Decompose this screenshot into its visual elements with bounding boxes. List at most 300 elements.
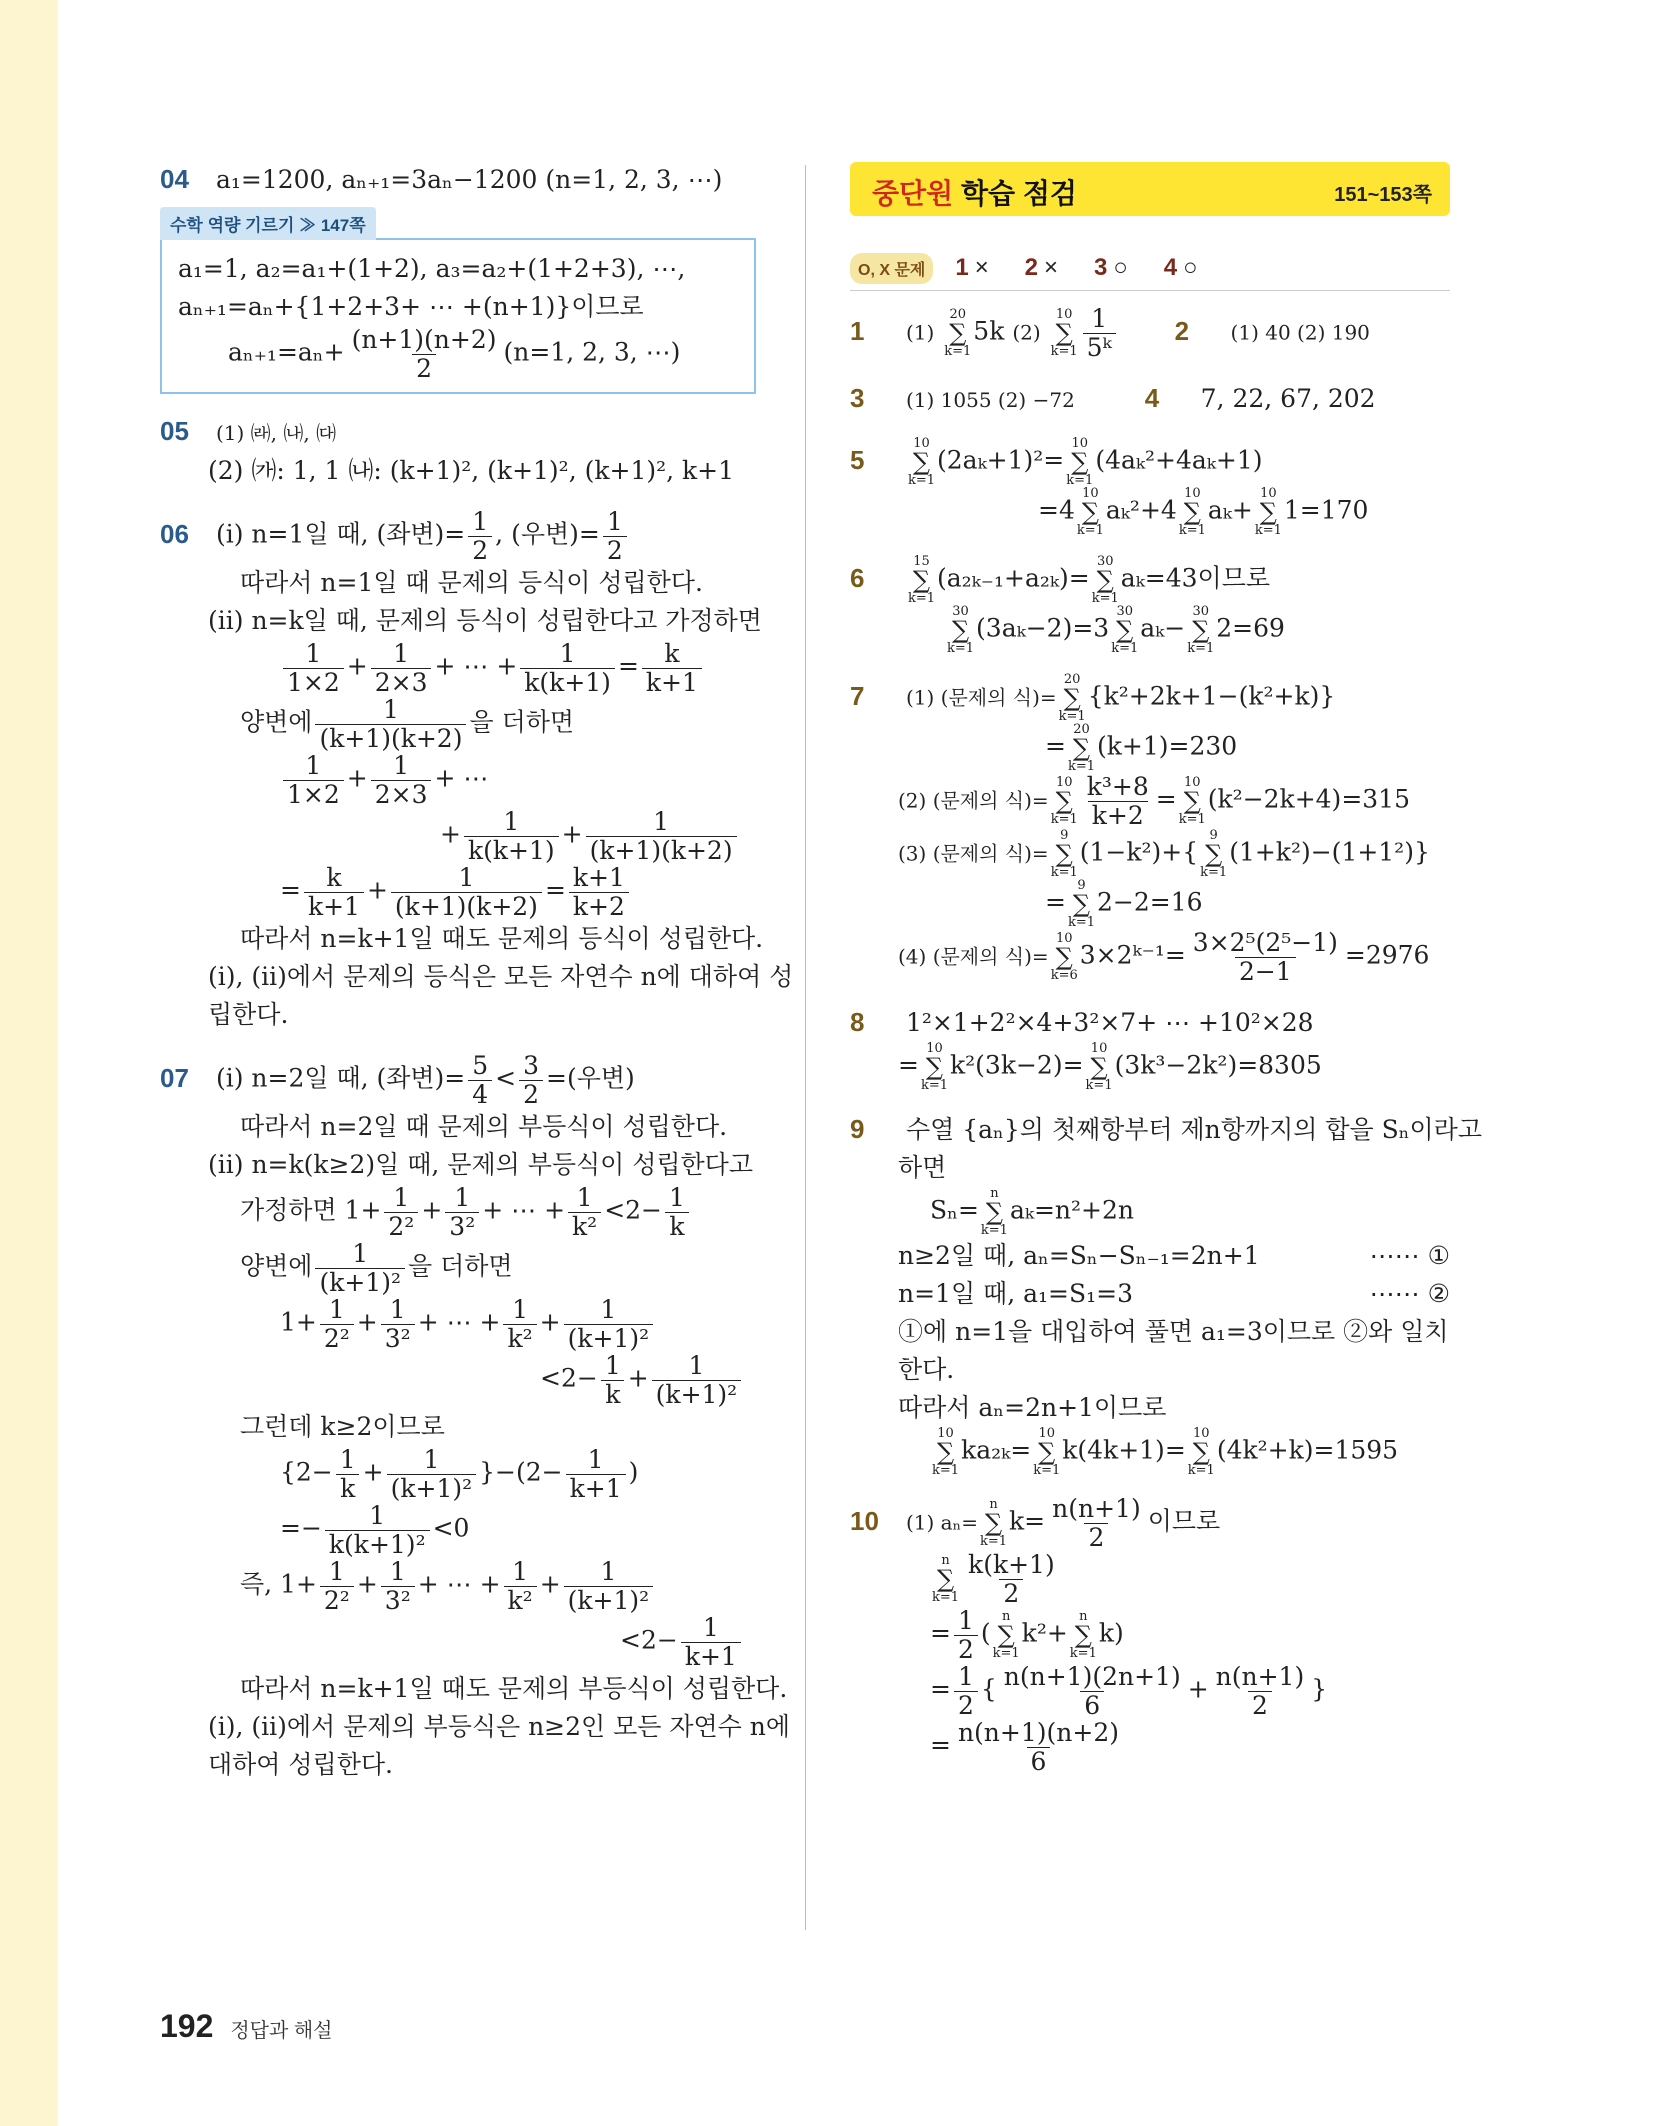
numerator: 1: [957, 1662, 974, 1691]
denominator: 2: [468, 536, 492, 565]
sigma-symbol: ∑: [1055, 943, 1073, 971]
sigma: [908, 437, 935, 487]
question-9: [850, 1110, 1482, 1149]
denominator: 6: [1080, 1691, 1104, 1720]
banner-title-text: 학습 점검: [960, 178, 1077, 209]
sigma: [1187, 605, 1214, 655]
fraction: [519, 1052, 543, 1108]
upper-limit: 10: [1193, 1426, 1210, 1441]
lower-limit: k=1: [992, 1646, 1020, 1661]
numerator: 3: [523, 1051, 540, 1080]
math-line: [160, 1240, 760, 1296]
text: + ⋯ +: [434, 651, 518, 681]
upper-limit: n: [989, 1497, 998, 1512]
sigma-symbol: ∑: [1090, 1053, 1108, 1081]
text: =−: [280, 1513, 322, 1543]
denominator: k: [601, 1380, 624, 1409]
text: 5k: [973, 316, 1005, 346]
fraction: [315, 696, 466, 752]
text: (a₂ₖ₋₁+a₂ₖ)=: [937, 563, 1090, 593]
right-column: [850, 304, 1482, 1776]
math-line: [850, 879, 1450, 929]
denominator: (k+1)(k+2): [391, 892, 542, 921]
denominator: 3²: [445, 1212, 479, 1241]
upper-limit: 15: [913, 554, 930, 569]
sigma: [1066, 437, 1093, 487]
text: =: [1155, 784, 1177, 814]
numerator: 1: [369, 1501, 386, 1530]
text: + ⋯ +: [417, 1307, 501, 1337]
fraction: [325, 1502, 430, 1558]
text: =: [280, 875, 301, 905]
text: =: [930, 1730, 951, 1760]
fraction: [468, 508, 492, 564]
margin-strip: [0, 0, 58, 2126]
text: {k²+2k+1−(k²+k)}: [1087, 681, 1336, 711]
denominator: 4: [468, 1080, 492, 1109]
math-line: $\frac{1}{1\times 2}$ + $\frac{1}{2\times 3}$ + ⋯: [160, 752, 760, 808]
lower-limit: k=1: [1067, 759, 1095, 774]
question-number: 9: [850, 1114, 865, 1144]
text: 3×2ᵏ⁻¹=: [1079, 940, 1186, 970]
ox-answer: ○: [1113, 254, 1128, 281]
denominator: k²: [503, 1324, 536, 1353]
text: 1+: [280, 1307, 317, 1337]
sigma-symbol: ∑: [1192, 1438, 1210, 1466]
numerator: 1: [305, 639, 322, 668]
left-column: [160, 160, 794, 1784]
lower-limit: k=1: [1178, 523, 1206, 538]
lower-limit: k=1: [907, 473, 935, 488]
numerator: 1: [423, 1445, 440, 1474]
sigma-symbol: ∑: [1259, 498, 1277, 526]
text-line: 대하여 성립한다.: [208, 1750, 393, 1779]
sigma-symbol: ∑: [997, 1621, 1015, 1649]
sigma: [1068, 879, 1095, 929]
answer-line: (2) ㈎: 1, 1 ㈏: (k+1)², (k+1)², (k+1)², k+1: [208, 456, 735, 485]
fraction: [1189, 929, 1342, 985]
sigma-symbol: ∑: [984, 1509, 1003, 1537]
ox-badge: O, X 문제: [850, 253, 933, 284]
text: <2−: [540, 1363, 598, 1393]
denominator: k+1: [304, 892, 364, 921]
text: 2=69: [1216, 613, 1285, 643]
numerator: 1: [576, 1183, 593, 1212]
sigma-symbol: ∑: [1074, 1621, 1092, 1649]
lower-limit: k=1: [1200, 865, 1228, 880]
fraction: [283, 752, 344, 808]
text: (3) (문제의 식)=: [898, 841, 1049, 866]
question-8: [850, 1003, 1450, 1042]
numerator: 1: [688, 1351, 705, 1380]
denominator: 2: [999, 1579, 1023, 1608]
lower-limit: k=1: [1067, 915, 1095, 930]
fraction: [371, 640, 432, 696]
upper-limit: 20: [949, 307, 967, 322]
question-number: 10: [850, 1505, 879, 1536]
column-divider: [805, 165, 806, 1930]
sigma: [1179, 487, 1206, 537]
numerator: 1: [393, 639, 410, 668]
text: <2−: [620, 1625, 678, 1655]
sigma-symbol: ∑: [1183, 498, 1201, 526]
numerator: 1: [559, 639, 576, 668]
upper-limit: 10: [1260, 486, 1277, 501]
text-line: 따라서 n=1일 때 문제의 등식이 성립한다.: [240, 568, 703, 597]
numerator: 1: [957, 1606, 974, 1635]
text: 수열 {aₙ}의 첫째항부터 제n항까지의 합을 Sₙ이라고: [905, 1115, 1482, 1144]
sigma-symbol: ∑: [936, 1438, 955, 1466]
ox-number: 2: [1024, 254, 1039, 281]
fraction: [652, 1352, 742, 1408]
text: =(우변): [546, 1063, 635, 1093]
text: k²+: [1021, 1618, 1068, 1648]
fraction: [381, 1558, 415, 1614]
fraction: [320, 1296, 354, 1352]
lower-limit: k=1: [1187, 641, 1215, 656]
fraction: [387, 1446, 477, 1502]
text: =: [544, 875, 566, 905]
sigma-symbol: ∑: [1038, 1438, 1056, 1466]
upper-limit: 30: [1116, 604, 1133, 619]
denominator: 3²: [381, 1586, 415, 1615]
text: (1) (문제의 식)=: [905, 685, 1057, 710]
denominator: k+2: [569, 892, 629, 921]
math-line: {2− $\frac{1}{k}$ + $\frac{1}{\text{(k+1)²}}$ }−(2− $\frac{1}{k+1}$ ): [280, 1445, 639, 1503]
upper-limit: 10: [1184, 486, 1201, 501]
text: <0: [432, 1513, 470, 1543]
math-line: 즉, 1+ $\frac{1}{\text{2²}}$ + $\frac{1}{\text{3²}}$ + ⋯ + $\frac{1}{\text{k²}}$ + $\frac{1}{\text{(k+1)²}}$: [160, 1558, 760, 1614]
denominator: (k+1)²: [564, 1586, 654, 1615]
spacer: [160, 490, 760, 508]
banner-page-range: 151~153쪽: [1334, 184, 1432, 206]
math-line: [850, 1719, 1450, 1775]
text: 양변에: [240, 707, 313, 737]
lower-limit: k=1: [1085, 1078, 1113, 1093]
capacity-tag: 수학 역량 기르기 ≫ 147쪽: [160, 207, 376, 240]
text: 이므로: [1147, 1506, 1221, 1536]
text: aₖ=n²+2n: [1009, 1195, 1134, 1225]
sigma: [932, 1427, 959, 1477]
section-banner: [850, 162, 1450, 216]
equation-tag: ⋯⋯ ②: [1369, 1279, 1450, 1308]
denominator: 2: [1248, 1691, 1272, 1720]
denominator: (k+1)²: [564, 1324, 654, 1353]
denominator: 2: [1084, 1523, 1108, 1552]
problem-04: [160, 160, 760, 199]
fraction: [681, 1614, 741, 1670]
math-line: + $\frac{1}{k(k+1)}$ + $\frac{1}{(k+1)(k+2)}$: [160, 808, 760, 864]
text-line: 따라서 n=k+1일 때도 문제의 부등식이 성립한다.: [240, 1674, 788, 1703]
math-line: [850, 1551, 1450, 1607]
spacer: [850, 985, 1450, 1003]
math-line: 가정하면 1+ $\frac{1}{\text{2²}}$ + $\frac{1}{\text{3²}}$ + ⋯ + $\frac{1}{\text{k²}}$ <2− $\frac{1}{k}$: [160, 1184, 760, 1240]
text: ka₂ₖ=: [961, 1435, 1032, 1465]
ox-number: 4: [1163, 254, 1178, 281]
fraction: [642, 640, 702, 696]
sigma-symbol: ∑: [1081, 498, 1099, 526]
ox-item: [1164, 254, 1198, 281]
problem-number: 07: [160, 1062, 189, 1093]
box-line-3: [178, 326, 738, 382]
equation-tag: ⋯⋯ ①: [1369, 1241, 1450, 1270]
text: (1) 1055 (2) −72: [905, 388, 1075, 412]
sigma: [1092, 555, 1119, 605]
text: (4k²+k)=1595: [1216, 1435, 1399, 1465]
lower-limit: k=1: [1058, 709, 1086, 724]
text: + ⋯ +: [417, 1569, 501, 1599]
sigma: [1179, 776, 1206, 826]
upper-limit: 10: [1055, 307, 1073, 322]
lower-limit: k=6: [1050, 968, 1078, 983]
upper-limit: 10: [1055, 775, 1073, 790]
text: 을 더하면: [469, 707, 575, 737]
numerator: 1: [393, 1183, 410, 1212]
math-line: <2− $\frac{1}{k}$ + $\frac{1}{\text{(k+1)²}}$: [160, 1352, 760, 1408]
sigma: [1077, 487, 1104, 537]
denominator: k+2: [1088, 801, 1148, 830]
denominator: k: [336, 1474, 359, 1503]
lower-limit: k=1: [1069, 1646, 1097, 1661]
sigma: [908, 555, 935, 605]
box-line-1: a₁=1, a₂=a₁+(1+2), a₃=a₂+(1+2+3), ⋯,: [178, 254, 686, 283]
sigma: [981, 1187, 1008, 1237]
problem-07: [160, 1052, 760, 1108]
ox-answer: ×: [1044, 254, 1059, 281]
sigma-symbol: ∑: [1055, 319, 1073, 347]
numerator: 1: [328, 1295, 345, 1324]
math-line: [850, 1042, 1450, 1092]
numerator: n(n+1)(n+2): [957, 1718, 1119, 1747]
math-line: [850, 605, 1450, 655]
text: <: [495, 1063, 517, 1093]
sigma: [1033, 1427, 1060, 1477]
sigma: [1070, 1610, 1097, 1660]
math-line: = $\frac{k}{k+1}$ + $\frac{1}{(k+1)(k+2)}$ = $\frac{k+1}{k+2}$: [160, 864, 760, 920]
problem-number: 05: [160, 416, 189, 446]
numerator: 1: [328, 1557, 345, 1586]
page-footer: [160, 2008, 333, 2045]
upper-limit: n: [941, 1553, 950, 1568]
fraction: [520, 640, 615, 696]
text: <2−: [604, 1195, 663, 1225]
math-line: [850, 1427, 1450, 1477]
math-line: $\frac{1}{1\times 2}$ + $\frac{1}{2\times 3}$ + ⋯ + $\frac{1}{k(k+1)}$ = $\frac{k}{k+1}$: [160, 640, 760, 696]
text: k²(3k−2)=: [950, 1050, 1084, 1080]
text: (ⅰ) n=1일 때, (좌변)=: [215, 519, 466, 549]
text: (1+k²)−(1+1²): [1229, 837, 1414, 867]
lower-limit: k=1: [1050, 812, 1078, 827]
math-line: [160, 1614, 760, 1670]
text: Sₙ=: [930, 1195, 979, 1225]
fraction: [320, 1558, 354, 1614]
fraction: [954, 1607, 978, 1663]
text: =: [898, 1050, 919, 1080]
sigma: [993, 1610, 1020, 1660]
fraction: [445, 1184, 479, 1240]
upper-limit: 30: [1096, 554, 1114, 569]
text: (1−k²)+: [1079, 837, 1183, 867]
lower-limit: k=1: [944, 344, 972, 359]
question-10: [850, 1495, 1450, 1551]
fraction: [568, 1184, 601, 1240]
text-line: (ⅱ) n=k(k≥2)일 때, 문제의 부등식이 성립한다고: [208, 1150, 753, 1179]
sigma-symbol: ∑: [1055, 840, 1073, 868]
numerator: 1: [472, 507, 489, 536]
upper-limit: 10: [1055, 931, 1073, 946]
text-line: (ⅰ), (ⅱ)에서 문제의 등식은 모든 자연수 n에 대하여 성: [208, 962, 794, 991]
numerator: n(n+1): [1215, 1662, 1305, 1691]
fraction: [464, 808, 559, 864]
lower-limit: k=1: [1254, 523, 1282, 538]
fraction: [603, 508, 627, 564]
denominator: 2: [519, 1080, 543, 1109]
upper-limit: n: [1079, 1609, 1088, 1624]
upper-limit: 20: [1073, 722, 1090, 737]
upper-limit: 30: [952, 604, 969, 619]
denominator: 2: [603, 536, 627, 565]
denominator: (k+1)²: [387, 1474, 477, 1503]
fraction: [665, 1184, 689, 1240]
fraction: [954, 1663, 978, 1719]
question-number: 6: [850, 562, 865, 593]
fraction: [391, 864, 542, 920]
numerator: 1: [653, 807, 670, 836]
lower-limit: k=1: [1187, 1463, 1215, 1478]
lower-limit: k=1: [947, 641, 975, 656]
text: =: [1045, 887, 1066, 917]
sigma-symbol: ∑: [912, 448, 931, 476]
fraction: [1083, 305, 1116, 361]
denominator: 2−1: [1235, 957, 1296, 986]
numerator: 1: [512, 1295, 529, 1324]
math-line: [850, 1187, 1450, 1237]
denominator: k(k+1)²: [325, 1530, 430, 1559]
fraction: [504, 1558, 537, 1614]
text: =: [930, 1674, 951, 1704]
sigma-symbol: ∑: [1063, 684, 1081, 712]
upper-limit: 10: [1071, 436, 1089, 451]
text: + ⋯: [434, 763, 489, 793]
numerator: k(k+1): [968, 1550, 1055, 1579]
numerator: 1: [512, 1557, 529, 1586]
text: 2−2=16: [1097, 887, 1203, 917]
problem-number: 04: [160, 164, 189, 194]
numerator: 3×2⁵(2⁵−1): [1192, 928, 1338, 957]
text-line: (ⅰ), (ⅱ)에서 문제의 부등식은 n≥2인 모든 자연수 n에: [208, 1712, 791, 1741]
numerator: 1: [600, 1557, 617, 1586]
numerator: k: [664, 639, 680, 668]
denominator: 2×3: [371, 780, 432, 809]
text: 1=170: [1283, 495, 1369, 525]
fraction: [564, 1558, 654, 1614]
math-line: = $\frac{1}{2}$ ( n ∑ k=1 k²+ n ∑ k=1 k): [930, 1606, 1124, 1664]
fraction: [601, 1352, 625, 1408]
sigma-symbol: ∑: [951, 616, 970, 644]
ox-number: 1: [955, 254, 969, 281]
text: 양변에: [240, 1251, 313, 1281]
text: aₖ²+4: [1105, 495, 1177, 525]
numerator: 1: [305, 751, 322, 780]
lower-limit: k=1: [1033, 1463, 1061, 1478]
ox-answer: ○: [1183, 254, 1198, 281]
math-line: [850, 773, 1450, 829]
question-5: [850, 437, 1450, 487]
fraction: [1083, 773, 1153, 829]
fraction: [1212, 1663, 1309, 1719]
numerator: 1: [604, 1351, 621, 1380]
upper-limit: 9: [1077, 878, 1086, 893]
lower-limit: k=1: [932, 1590, 960, 1605]
sigma-symbol: ∑: [912, 566, 931, 594]
upper-limit: 30: [1192, 604, 1210, 619]
text: (1): [905, 320, 935, 345]
denominator: (k+1)²: [652, 1380, 742, 1409]
math-line: [850, 487, 1450, 537]
question-number: 1: [850, 315, 865, 346]
capacity-tag-wrap: [160, 207, 760, 240]
denominator: 2²: [384, 1212, 418, 1241]
fraction: [315, 1240, 405, 1296]
denominator: 3²: [381, 1324, 415, 1353]
text-line: ①에 n=1을 대입하여 풀면 a₁=3이므로 ②와 일치: [898, 1317, 1449, 1346]
fraction: [348, 326, 501, 382]
spacer: [850, 655, 1450, 673]
denominator: 2²: [320, 1324, 354, 1353]
sigma-symbol: ∑: [1096, 566, 1114, 594]
problem-number: 06: [160, 518, 189, 549]
denominator: k(k+1): [464, 836, 559, 865]
text: aₖ+: [1207, 495, 1253, 525]
numerator: 1: [389, 1295, 406, 1324]
upper-limit: 20: [1063, 672, 1081, 687]
fraction: [586, 808, 737, 864]
sigma: [1051, 829, 1078, 879]
question-number: 8: [850, 1007, 865, 1037]
sigma: [921, 1042, 948, 1092]
text: =: [930, 1618, 951, 1648]
upper-limit: 10: [913, 436, 930, 451]
numerator: 1: [503, 807, 520, 836]
question-3-4: [850, 379, 1450, 419]
numerator: k+1: [572, 863, 625, 892]
text: k: [1098, 1618, 1114, 1648]
text: (ⅰ) n=2일 때, (좌변)=: [215, 1063, 466, 1093]
upper-limit: 10: [926, 1041, 943, 1056]
fraction: [283, 640, 344, 696]
fraction: [964, 1551, 1059, 1607]
text: aₙ₊₁=aₙ+: [228, 337, 345, 367]
fraction: [566, 1446, 626, 1502]
lower-limit: k=1: [907, 591, 935, 606]
lower-limit: k=1: [932, 1463, 960, 1478]
text: 즉, 1+: [240, 1569, 317, 1599]
text: 을 더하면: [407, 1251, 513, 1281]
sigma-symbol: ∑: [936, 1565, 955, 1593]
upper-limit: n: [1001, 1609, 1011, 1624]
text: (n=1, 2, 3, ⋯): [503, 337, 681, 367]
fraction: [1000, 1663, 1185, 1719]
text: (3aₖ−2)=3: [976, 613, 1110, 643]
numerator: 1: [1091, 304, 1108, 333]
fraction: [381, 1296, 415, 1352]
denominator: 5ᵏ: [1083, 333, 1116, 362]
text: =: [617, 651, 639, 681]
denominator: k+1: [566, 1474, 626, 1503]
question-number: 4: [1144, 383, 1160, 413]
upper-limit: 10: [937, 1426, 954, 1441]
denominator: k²: [504, 1586, 537, 1615]
